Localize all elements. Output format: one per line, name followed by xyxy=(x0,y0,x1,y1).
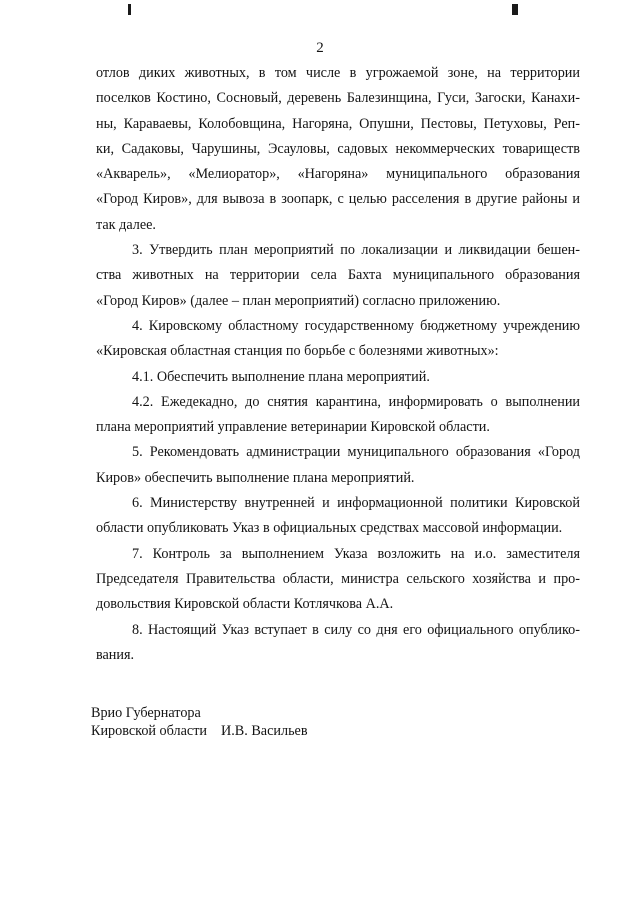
signer-title: Врио Губернатора xyxy=(91,705,201,721)
scan-edge-mark-right xyxy=(512,4,518,15)
text-line: 3. Утвердить план мероприятий по локализации и ликвидации бешен- xyxy=(132,242,580,259)
text-line: так далее. xyxy=(96,216,156,233)
text-line: 7. Контроль за выполнением Указа возложить на и.о. заместителя xyxy=(132,545,580,562)
text-line: отлов диких животных, в том числе в угрожаемой зоне, на территории xyxy=(96,65,580,81)
signer-line xyxy=(91,722,308,740)
text-line: ства животных на территории села Бахта муниципального образования xyxy=(96,267,580,284)
text-line: 4. Кировскому областному государственному бюджетному учреждению xyxy=(132,317,580,334)
text-line: Киров» обеспечить выполнение плана мероприятий. xyxy=(96,469,415,486)
text-line: поселков Костино, Сосновый, деревень Балезинщина, Гуси, Загоски, Канахи- xyxy=(96,90,580,107)
text-line: области опубликовать Указ в официальных средствах массовой информации. xyxy=(96,520,563,537)
text-line: Председателя Правительства области, министра сельского хозяйства и про- xyxy=(96,570,580,587)
text-line: «Город Киров», для вывоза в зоопарк, с целью расселения в другие районы и xyxy=(96,191,580,208)
text-line: вания. xyxy=(96,646,135,663)
scan-edge-mark-left xyxy=(128,4,131,15)
text-line: ки, Садаковы, Чарушины, Эсауловы, садовых некоммерческих товариществ xyxy=(96,140,580,157)
text-line: «Город Киров» (далее – план мероприятий) согласно приложению. xyxy=(96,292,501,309)
text-line: плана мероприятий управление ветеринарии Кировской области. xyxy=(96,419,490,436)
document-body xyxy=(96,61,580,668)
text-line: довольствия Кировской области Котлячкова А.А. xyxy=(96,596,394,613)
signature-block xyxy=(91,704,308,740)
text-line: ны, Караваевы, Колобовщина, Нагоряна, Опушни, Пестовы, Петуховы, Реп- xyxy=(96,115,580,132)
text-line: 4.2. Ежедекадно, до снятия карантина, информировать о выполнении xyxy=(132,393,580,410)
text-line: «Акварель», «Мелиоратор», «Нагоряна» муниципального образования xyxy=(96,166,580,183)
text-line: 4.1. Обеспечить выполнение плана мероприятий. xyxy=(132,368,430,385)
text-line: 5. Рекомендовать администрации муниципального образования «Город xyxy=(132,444,580,461)
text-line: 8. Настоящий Указ вступает в силу со дня его официального опублико- xyxy=(132,621,580,638)
signer-name: И.В. Васильев xyxy=(221,723,308,739)
text-line: «Кировская областная станция по борьбе с болезнями животных»: xyxy=(96,343,499,360)
text-line: 6. Министерству внутренней и информационной политики Кировской xyxy=(132,495,580,512)
page-number: 2 xyxy=(316,40,324,56)
signer-region: Кировской области xyxy=(91,723,207,739)
